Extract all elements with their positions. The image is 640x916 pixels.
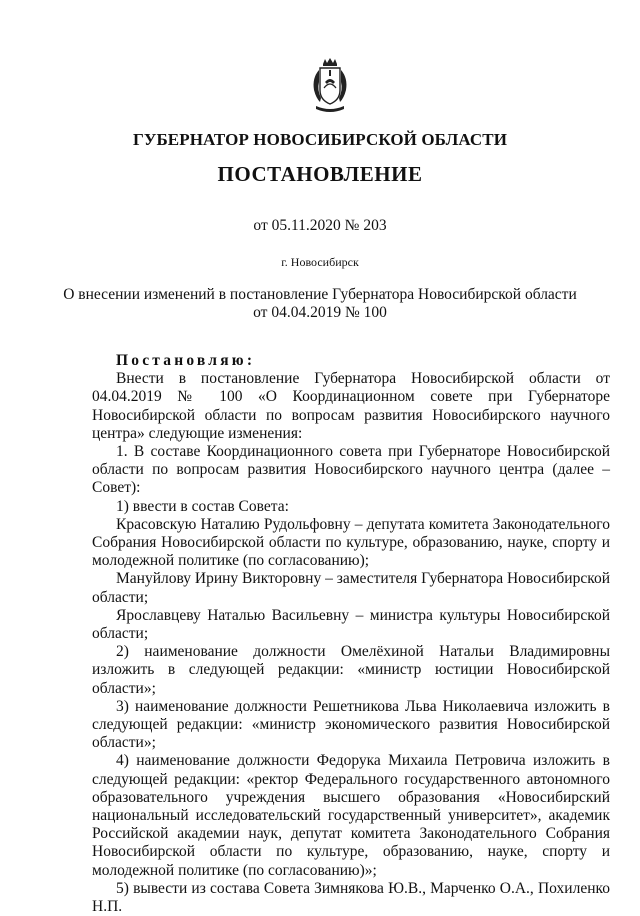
city: г. Новосибирск xyxy=(281,255,359,269)
resolve-heading: Постановляю: xyxy=(116,352,256,369)
body-paragraph: 5) вывести из состава Совета Зимнякова Ю.В., Марченко О.А., Похиленко Н.П. xyxy=(92,879,610,916)
subject-line-2: от 04.04.2019 № 100 xyxy=(253,304,387,321)
body-paragraph: Ярославцеву Наталью Васильевну – министра культуры Новосибирской области; xyxy=(92,606,610,643)
document-subject xyxy=(0,286,640,322)
body-paragraph: 3) наименование должности Решетникова Льва Николаевича изложить в следующей редакции: «министр экономического развития Новосибирской области»; xyxy=(92,697,610,752)
body-paragraph: 1) ввести в состав Совета: xyxy=(116,497,289,515)
body-paragraph: Внести в постановление Губернатора Новосибирской области от 04.04.2019 № 100 «О Координационном совете при Губернаторе Новосибирской области по вопросам развития Новосибирского научного центра» следующие изменения: xyxy=(92,370,610,442)
body-paragraph: 2) наименование должности Омелёхиной Натальи Владимировны изложить в следующей редакции: «министр юстиции Новосибирской области»; xyxy=(92,643,610,697)
subject-line-1: О внесении изменений в постановление Губернатора Новосибирской области xyxy=(63,286,577,303)
document-type: ПОСТАНОВЛЕНИЕ xyxy=(217,162,423,186)
coat-of-arms-icon xyxy=(310,58,350,116)
document-body xyxy=(92,352,610,916)
body-paragraph: Красовскую Наталию Рудольфовну – депутата комитета Законодательного Собрания Новосибирской области по культуре, образованию, науке, спорту и молодежной политике (по согласованию); xyxy=(92,515,610,570)
governor-title: ГУБЕРНАТОР НОВОСИБИРСКОЙ ОБЛАСТИ xyxy=(132,130,508,149)
date-and-number: от 05.11.2020 № 203 xyxy=(253,217,387,234)
body-paragraph: 4) наименование должности Федорука Михаила Петровича изложить в следующей редакции: «ректор Федерального государственного автономного образовательного учреждения высшего образования «Новосибирский национальный исследовательский государственный университет», академик Российской академии наук, депутат комитета Законодательного Собрания Новосибирской области по культуре, образованию, науке, спорту и молодежной политике (по согласованию)»; xyxy=(92,752,610,879)
body-paragraph: Мануйлову Ирину Викторовну – заместителя Губернатора Новосибирской области; xyxy=(92,570,611,606)
body-paragraph: 1. В составе Координационного совета при Губернаторе Новосибирской области по вопросам развития Новосибирского научного центра (далее – Совет): xyxy=(92,443,610,497)
